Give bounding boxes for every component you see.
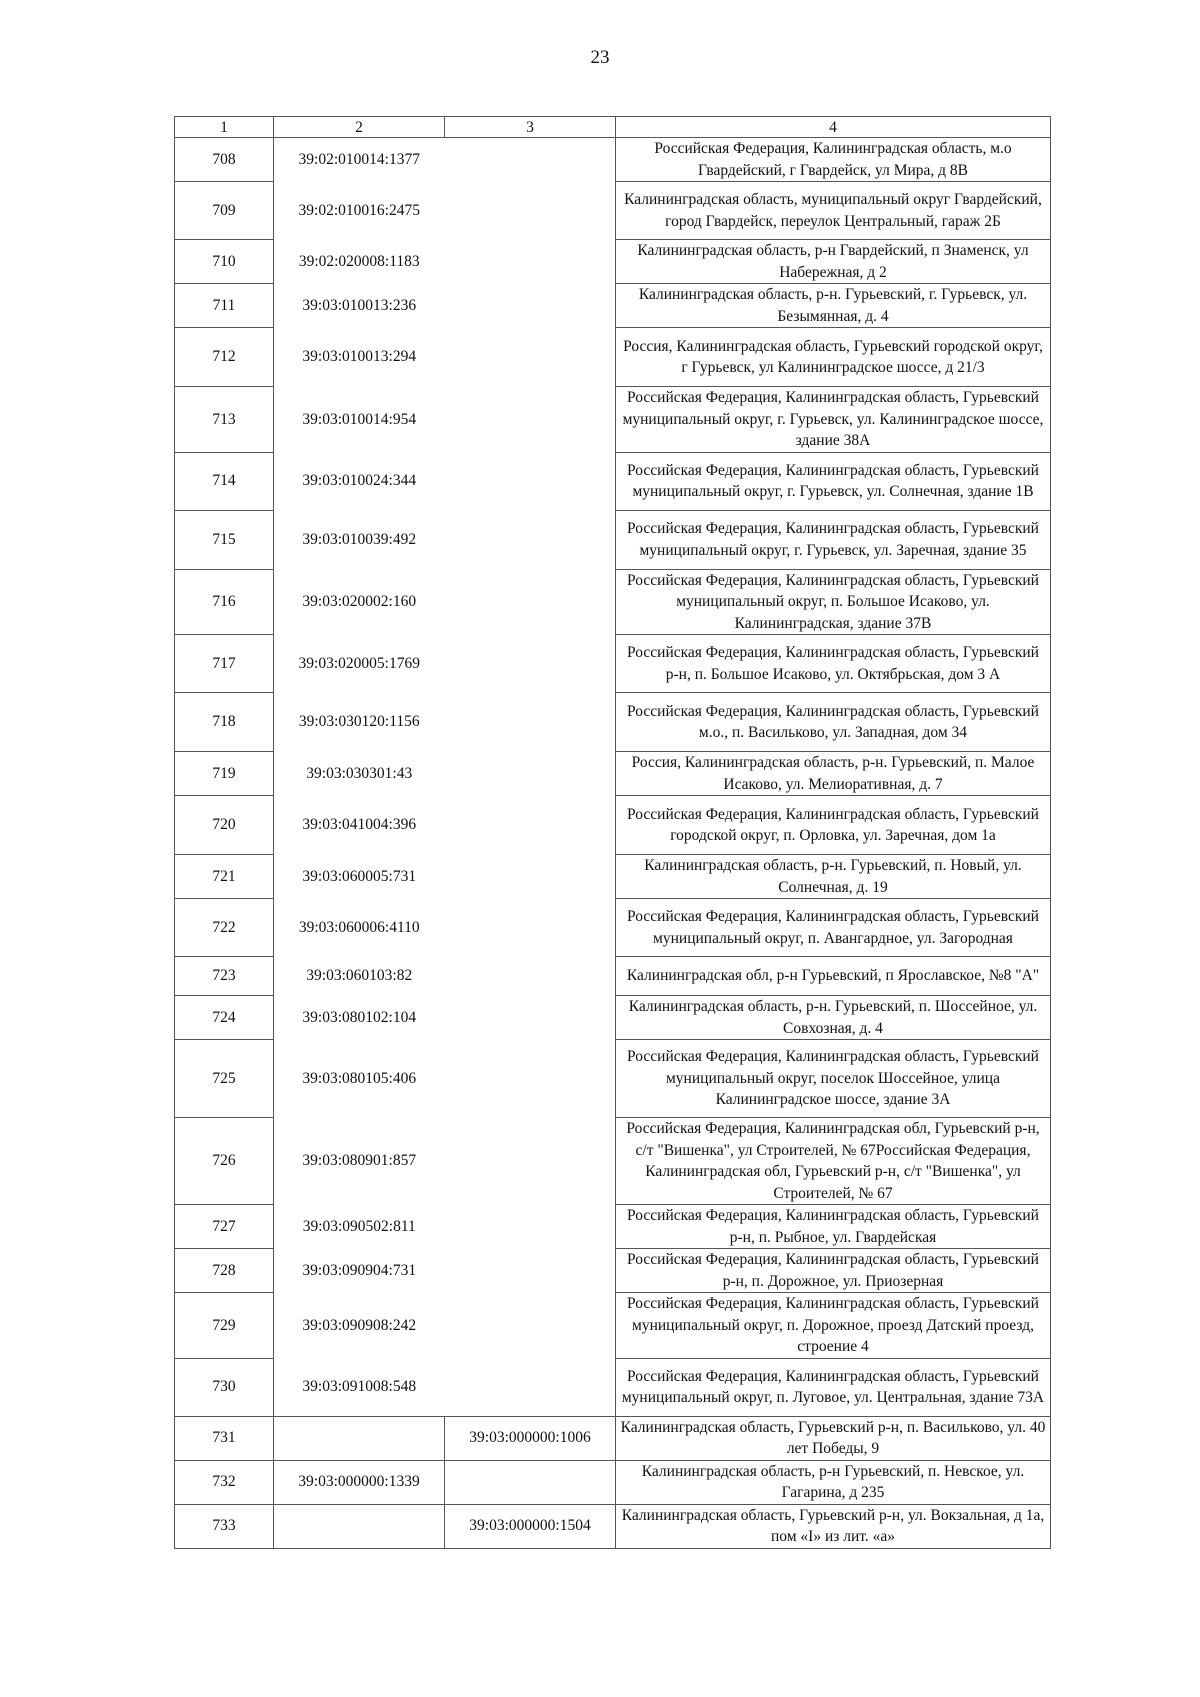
- column-header: 2: [274, 117, 445, 138]
- table-row: [175, 1293, 1051, 1359]
- address-cell: Калининградская область, Гурьевский р-н, п. Васильково, ул. 40 лет Победы, 9: [616, 1416, 1051, 1460]
- cadastral-number-alt-cell: [445, 1205, 616, 1249]
- address-cell: Российская Федерация, Калининградская область, Гурьевский муниципальный округ, г. Гурьевск, ул. Солнечная, здание 1В: [616, 452, 1051, 510]
- table-row: [175, 328, 1051, 387]
- cadastral-number-cell: 39:02:010016:2475: [274, 182, 445, 240]
- cadastral-number-alt-cell: [445, 996, 616, 1040]
- table-row: [175, 957, 1051, 996]
- address-cell: Российская Федерация, Калининградская область, Гурьевский муниципальный округ, п. Дорожное, проезд Датский проезд, строение 4: [616, 1293, 1051, 1359]
- address-cell: Калининградская область, Гурьевский р-н, ул. Вокзальная, д 1а, пом «I» из лит. «а»: [616, 1504, 1051, 1548]
- cadastral-number-cell: 39:03:030120:1156: [274, 693, 445, 752]
- address-cell: Российская Федерация, Калининградская область, Гурьевский р-н, п. Большое Исаково, ул. Октябрьская, дом 3 А: [616, 635, 1051, 693]
- cadastral-number-cell: 39:03:090904:731: [274, 1249, 445, 1293]
- row-number-cell: 722: [175, 899, 274, 957]
- address-cell: Российская Федерация, Калининградская область, м.о Гвардейский, г Гвардейск, ул Мира, д 8В: [616, 138, 1051, 182]
- table-row: [175, 635, 1051, 693]
- table-row: [175, 1040, 1051, 1118]
- row-number-cell: 711: [175, 284, 274, 328]
- address-cell: Калининградская обл, р-н Гурьевский, п Ярославское, №8 "А": [616, 957, 1051, 996]
- cadastral-number-cell: 39:03:010024:344: [274, 452, 445, 510]
- table-row: [175, 752, 1051, 796]
- row-number-cell: 710: [175, 240, 274, 284]
- row-number-cell: 727: [175, 1205, 274, 1249]
- row-number-cell: 729: [175, 1293, 274, 1359]
- cadastral-number-alt-cell: [445, 182, 616, 240]
- address-cell: Калининградская область, р-н. Гурьевский, п. Новый, ул. Солнечная, д. 19: [616, 855, 1051, 899]
- cadastral-number-alt-cell: 39:03:000000:1006: [445, 1416, 616, 1460]
- cadastral-number-alt-cell: [445, 1460, 616, 1504]
- cadastral-number-cell: 39:03:010039:492: [274, 510, 445, 569]
- row-number-cell: 709: [175, 182, 274, 240]
- address-cell: Калининградская область, р-н. Гурьевский, п. Шоссейное, ул. Совхозная, д. 4: [616, 996, 1051, 1040]
- cadastral-number-cell: 39:03:010013:236: [274, 284, 445, 328]
- registry-table: [174, 116, 1051, 1549]
- column-header: 1: [175, 117, 274, 138]
- table-row: [175, 284, 1051, 328]
- address-cell: Россия, Калининградская область, р-н. Гурьевский, п. Малое Исаково, ул. Мелиоративная, д. 7: [616, 752, 1051, 796]
- address-cell: Калининградская область, р-н Гурьевский, п. Невское, ул. Гагарина, д 235: [616, 1460, 1051, 1504]
- cadastral-number-alt-cell: [445, 138, 616, 182]
- table-row: [175, 510, 1051, 569]
- cadastral-number-cell: 39:03:060005:731: [274, 855, 445, 899]
- table-header-row: [175, 117, 1051, 138]
- address-cell: Российская Федерация, Калининградская область, Гурьевский муниципальный округ, п. Луговое, ул. Центральная, здание 73А: [616, 1358, 1051, 1416]
- table-row: [175, 1504, 1051, 1548]
- cadastral-number-alt-cell: [445, 387, 616, 453]
- cadastral-number-alt-cell: [445, 1118, 616, 1205]
- row-number-cell: 730: [175, 1358, 274, 1416]
- cadastral-number-alt-cell: [445, 855, 616, 899]
- row-number-cell: 728: [175, 1249, 274, 1293]
- cadastral-number-alt-cell: [445, 1358, 616, 1416]
- table-row: [175, 1358, 1051, 1416]
- address-cell: Калининградская область, муниципальный округ Гвардейский, город Гвардейск, переулок Центральный, гараж 2Б: [616, 182, 1051, 240]
- address-cell: Российская Федерация, Калининградская область, Гурьевский муниципальный округ, г. Гурьевск, ул. Заречная, здание 35: [616, 510, 1051, 569]
- cadastral-number-cell: 39:03:041004:396: [274, 796, 445, 855]
- address-cell: Российская Федерация, Калининградская область, Гурьевский м.о., п. Васильково, ул. Западная, дом 34: [616, 693, 1051, 752]
- cadastral-number-cell: [274, 1504, 445, 1548]
- table-row: [175, 855, 1051, 899]
- address-cell: Российская Федерация, Калининградская область, Гурьевский р-н, п. Рыбное, ул. Гвардейская: [616, 1205, 1051, 1249]
- table-row: [175, 899, 1051, 957]
- cadastral-number-cell: 39:03:080901:857: [274, 1118, 445, 1205]
- table-body: [175, 138, 1051, 1549]
- row-number-cell: 719: [175, 752, 274, 796]
- cadastral-number-alt-cell: [445, 240, 616, 284]
- address-cell: Российская Федерация, Калининградская область, Гурьевский муниципальный округ, поселок Шоссейное, улица Калининградское шоссе, здание 3А: [616, 1040, 1051, 1118]
- cadastral-number-cell: 39:03:091008:548: [274, 1358, 445, 1416]
- column-header: 4: [616, 117, 1051, 138]
- address-cell: Российская Федерация, Калининградская область, Гурьевский р-н, п. Дорожное, ул. Приозерная: [616, 1249, 1051, 1293]
- table-row: [175, 1249, 1051, 1293]
- cadastral-number-alt-cell: [445, 1293, 616, 1359]
- cadastral-number-cell: 39:03:080102:104: [274, 996, 445, 1040]
- address-cell: Российская Федерация, Калининградская область, Гурьевский городской округ, п. Орловка, ул. Заречная, дом 1а: [616, 796, 1051, 855]
- table-row: [175, 569, 1051, 635]
- row-number-cell: 724: [175, 996, 274, 1040]
- cadastral-number-cell: 39:03:090502:811: [274, 1205, 445, 1249]
- cadastral-number-cell: 39:03:020002:160: [274, 569, 445, 635]
- table-row: [175, 452, 1051, 510]
- cadastral-number-alt-cell: [445, 899, 616, 957]
- cadastral-number-cell: 39:03:020005:1769: [274, 635, 445, 693]
- cadastral-number-cell: 39:03:090908:242: [274, 1293, 445, 1359]
- row-number-cell: 715: [175, 510, 274, 569]
- cadastral-number-alt-cell: [445, 752, 616, 796]
- cadastral-number-cell: 39:02:020008:1183: [274, 240, 445, 284]
- table-row: [175, 387, 1051, 453]
- cadastral-number-alt-cell: [445, 1249, 616, 1293]
- page-number: 23: [590, 47, 610, 68]
- cadastral-number-cell: 39:03:060006:4110: [274, 899, 445, 957]
- cadastral-number-cell: 39:03:030301:43: [274, 752, 445, 796]
- row-number-cell: 732: [175, 1460, 274, 1504]
- cadastral-number-alt-cell: [445, 693, 616, 752]
- address-cell: Калининградская область, р-н Гвардейский, п Знаменск, ул Набережная, д 2: [616, 240, 1051, 284]
- row-number-cell: 723: [175, 957, 274, 996]
- cadastral-number-cell: 39:03:080105:406: [274, 1040, 445, 1118]
- cadastral-number-alt-cell: [445, 957, 616, 996]
- cadastral-number-alt-cell: [445, 796, 616, 855]
- row-number-cell: 720: [175, 796, 274, 855]
- table-row: [175, 693, 1051, 752]
- row-number-cell: 718: [175, 693, 274, 752]
- row-number-cell: 716: [175, 569, 274, 635]
- row-number-cell: 731: [175, 1416, 274, 1460]
- address-cell: Российская Федерация, Калининградская обл, Гурьевский р-н, с/т "Вишенка", ул Строителей, № 67Российская Федерация, Калининградская обл, Гурьевский р-н, с/т "Вишенка", ул Строителей, № 67: [616, 1118, 1051, 1205]
- row-number-cell: 712: [175, 328, 274, 387]
- address-cell: Российская Федерация, Калининградская область, Гурьевский муниципальный округ, п. Большое Исаково, ул. Калининградская, здание 37В: [616, 569, 1051, 635]
- cadastral-number-alt-cell: [445, 284, 616, 328]
- row-number-cell: 708: [175, 138, 274, 182]
- cadastral-number-cell: 39:02:010014:1377: [274, 138, 445, 182]
- cadastral-number-cell: [274, 1416, 445, 1460]
- cadastral-number-alt-cell: [445, 510, 616, 569]
- cadastral-number-alt-cell: [445, 635, 616, 693]
- cadastral-number-cell: 39:03:060103:82: [274, 957, 445, 996]
- table-row: [175, 1205, 1051, 1249]
- cadastral-number-cell: 39:03:010014:954: [274, 387, 445, 453]
- cadastral-number-alt-cell: [445, 569, 616, 635]
- table-row: [175, 796, 1051, 855]
- row-number-cell: 733: [175, 1504, 274, 1548]
- table-row: [175, 182, 1051, 240]
- cadastral-number-alt-cell: [445, 328, 616, 387]
- row-number-cell: 725: [175, 1040, 274, 1118]
- row-number-cell: 721: [175, 855, 274, 899]
- row-number-cell: 726: [175, 1118, 274, 1205]
- table-row: [175, 1460, 1051, 1504]
- cadastral-number-alt-cell: [445, 452, 616, 510]
- cadastral-number-alt-cell: [445, 1040, 616, 1118]
- row-number-cell: 717: [175, 635, 274, 693]
- table-row: [175, 240, 1051, 284]
- column-header: 3: [445, 117, 616, 138]
- table-row: [175, 1416, 1051, 1460]
- table-row: [175, 996, 1051, 1040]
- address-cell: Российская Федерация, Калининградская область, Гурьевский муниципальный округ, п. Авангардное, ул. Загородная: [616, 899, 1051, 957]
- table-row: [175, 1118, 1051, 1205]
- cadastral-number-cell: 39:03:010013:294: [274, 328, 445, 387]
- address-cell: Российская Федерация, Калининградская область, Гурьевский муниципальный округ, г. Гурьевск, ул. Калининградское шоссе, здание 38А: [616, 387, 1051, 453]
- row-number-cell: 714: [175, 452, 274, 510]
- row-number-cell: 713: [175, 387, 274, 453]
- cadastral-number-alt-cell: 39:03:000000:1504: [445, 1504, 616, 1548]
- address-cell: Россия, Калининградская область, Гурьевский городской округ, г Гурьевск, ул Калининградское шоссе, д 21/3: [616, 328, 1051, 387]
- cadastral-number-cell: 39:03:000000:1339: [274, 1460, 445, 1504]
- address-cell: Калининградская область, р-н. Гурьевский, г. Гурьевск, ул. Безымянная, д. 4: [616, 284, 1051, 328]
- table-row: [175, 138, 1051, 182]
